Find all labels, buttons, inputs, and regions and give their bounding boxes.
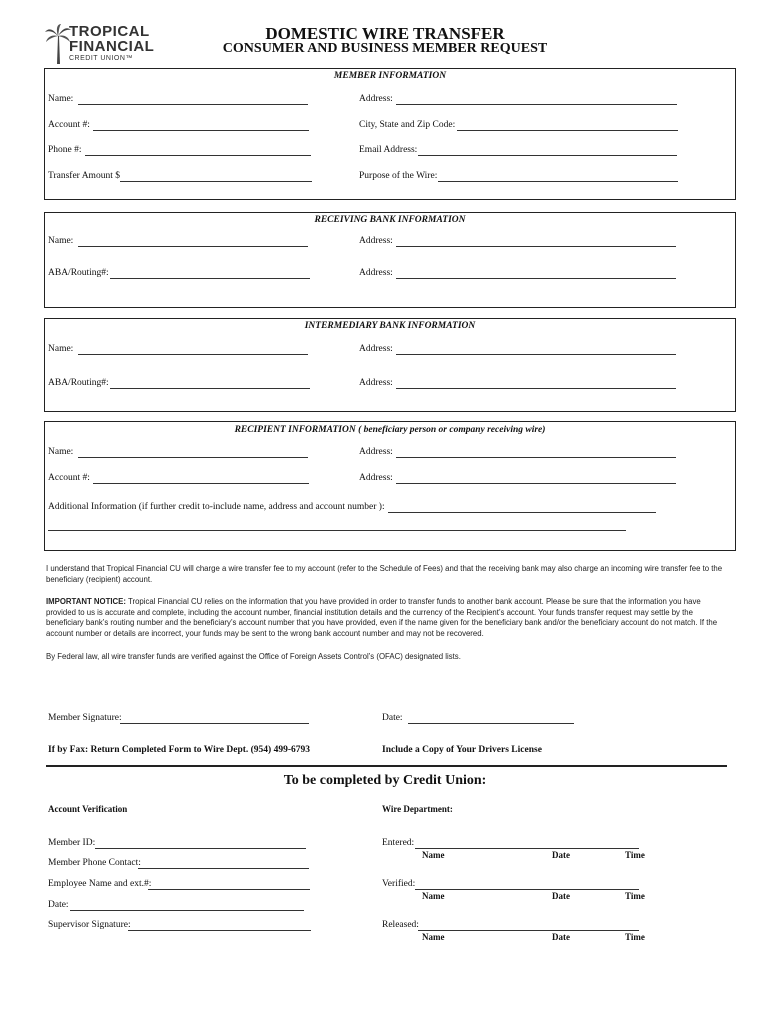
employee-name-label: Employee Name and ext.#:	[48, 879, 152, 889]
member-address-field[interactable]	[396, 104, 677, 105]
wire-purpose-label: Purpose of the Wire:	[359, 171, 438, 181]
verified-label: Verified:	[382, 879, 416, 889]
released-label: Released:	[382, 920, 419, 930]
receiving-aba-field[interactable]	[110, 278, 310, 279]
member-id-field[interactable]	[95, 848, 306, 849]
recipient-name-field[interactable]	[78, 457, 308, 458]
form-subtitle: CONSUMER AND BUSINESS MEMBER REQUEST	[222, 41, 548, 56]
member-account-label: Account #:	[48, 120, 90, 130]
signature-date-label: Date:	[382, 713, 403, 723]
transfer-amount-field[interactable]	[120, 181, 312, 182]
logo-line1: TROPICAL	[69, 23, 150, 40]
member-email-label: Email Address:	[359, 145, 418, 155]
recipient-info-heading: RECIPIENT INFORMATION ( beneficiary person or company receiving wire)	[234, 425, 546, 435]
entered-name-caption: Name	[422, 850, 445, 860]
important-notice	[46, 597, 726, 639]
recipient-address1-label: Address:	[359, 447, 393, 457]
recipient-account-label: Account #:	[48, 473, 90, 483]
released-field[interactable]	[418, 930, 639, 931]
member-name-field[interactable]	[78, 104, 308, 105]
recipient-info-section	[44, 421, 736, 551]
member-email-field[interactable]	[418, 155, 677, 156]
receiving-address1-field[interactable]	[396, 246, 676, 247]
intermediary-bank-heading: INTERMEDIARY BANK INFORMATION	[304, 321, 476, 331]
member-phone-label: Phone #:	[48, 145, 82, 155]
member-phone-contact-field[interactable]	[138, 868, 309, 869]
recipient-address1-field[interactable]	[396, 457, 676, 458]
logo-line2: FINANCIAL	[69, 38, 155, 55]
released-name-caption: Name	[422, 932, 445, 942]
verified-name-caption: Name	[422, 891, 445, 901]
supervisor-signature-field[interactable]	[128, 930, 311, 931]
entered-label: Entered:	[382, 838, 415, 848]
receiving-bank-heading: RECEIVING BANK INFORMATION	[314, 215, 466, 225]
recipient-address2-field[interactable]	[396, 483, 676, 484]
recipient-name-label: Name:	[48, 447, 74, 457]
member-phone-field[interactable]	[85, 155, 311, 156]
member-account-field[interactable]	[93, 130, 309, 131]
released-time-caption: Time	[625, 932, 645, 942]
license-instruction: Include a Copy of Your Drivers License	[382, 745, 542, 755]
member-info-heading: MEMBER INFORMATION	[333, 71, 447, 81]
intermediary-name-field[interactable]	[78, 354, 308, 355]
account-verification-heading: Account Verification	[48, 804, 128, 814]
fee-notice: I understand that Tropical Financial CU will charge a wire transfer fee to my account (refer to the Schedule of Fees) and that the receiving bank may also charge an incoming wire transfer fee to the beneficiary (recipient) account.	[46, 564, 723, 584]
receiving-name-field[interactable]	[78, 246, 308, 247]
receiving-address2-label: Address:	[359, 268, 393, 278]
member-address-label: Address:	[359, 94, 393, 104]
intermediary-address2-label: Address:	[359, 378, 393, 388]
important-notice-text: Tropical Financial CU relies on the information that you have provided in order to transfer funds to another bank account. Please be sure that the information you have provided to us is accurate and complete, including the account number, financial institution details and the currency of the Recipient’s account. Your funds transfer request may settle by the beneficiary bank’s routing number and the beneficiary’s account number that you have provided, even if the name given for the beneficiary bank and/or the beneficiary account do not match. If the account number or details are incorrect, your funds may be sent to the wrong bank account number and may not be recovered.	[46, 597, 718, 638]
additional-info-field-2[interactable]	[48, 530, 626, 531]
form-title: DOMESTIC WIRE TRANSFER	[265, 24, 505, 43]
member-signature-label: Member Signature:	[48, 713, 122, 723]
intermediary-bank-section	[44, 318, 736, 412]
intermediary-aba-label: ABA/Routing#:	[48, 378, 109, 388]
signature-date-field[interactable]	[408, 723, 574, 724]
intermediary-address1-field[interactable]	[396, 354, 676, 355]
receiving-address2-field[interactable]	[396, 278, 676, 279]
wire-department-heading: Wire Department:	[382, 804, 453, 814]
receiving-aba-label: ABA/Routing#:	[48, 268, 109, 278]
additional-info-field-1[interactable]	[388, 512, 656, 513]
entered-time-caption: Time	[625, 850, 645, 860]
verified-time-caption: Time	[625, 891, 645, 901]
recipient-account-field[interactable]	[93, 483, 309, 484]
ofac-notice: By Federal law, all wire transfer funds are verified against the Office of Foreign Assets Control’s (OFAC) designated lists.	[46, 652, 461, 661]
member-signature-field[interactable]	[120, 723, 309, 724]
intermediary-aba-field[interactable]	[110, 388, 310, 389]
transfer-amount-label: Transfer Amount $	[48, 171, 120, 181]
recipient-address2-label: Address:	[359, 473, 393, 483]
cu-section-heading: To be completed by Credit Union:	[283, 773, 487, 788]
member-city-field[interactable]	[457, 130, 678, 131]
receiving-address1-label: Address:	[359, 236, 393, 246]
logo-line3: CREDIT UNION™	[69, 55, 133, 62]
entered-date-caption: Date	[552, 850, 570, 860]
member-name-label: Name:	[48, 94, 74, 104]
receiving-bank-section	[44, 212, 736, 308]
important-notice-label: IMPORTANT NOTICE:	[46, 597, 126, 606]
additional-info-label: Additional Information (if further credit to-include name, address and account number ):	[48, 502, 385, 512]
entered-field[interactable]	[415, 848, 639, 849]
member-phone-contact-label: Member Phone Contact:	[48, 858, 141, 868]
fax-instruction: If by Fax: Return Completed Form to Wire Dept. (954) 499-6793	[48, 745, 311, 755]
section-divider	[46, 765, 727, 767]
receiving-name-label: Name:	[48, 236, 74, 246]
verified-date-caption: Date	[552, 891, 570, 901]
cu-date-label: Date:	[48, 900, 69, 910]
employee-name-field[interactable]	[148, 889, 310, 890]
intermediary-name-label: Name:	[48, 344, 74, 354]
wire-purpose-field[interactable]	[438, 181, 678, 182]
verified-field[interactable]	[415, 889, 639, 890]
member-id-label: Member ID:	[48, 838, 96, 848]
supervisor-signature-label: Supervisor Signature:	[48, 920, 131, 930]
intermediary-address1-label: Address:	[359, 344, 393, 354]
member-city-label: City, State and Zip Code:	[359, 120, 456, 130]
released-date-caption: Date	[552, 932, 570, 942]
intermediary-address2-field[interactable]	[396, 388, 676, 389]
cu-date-field[interactable]	[70, 910, 304, 911]
